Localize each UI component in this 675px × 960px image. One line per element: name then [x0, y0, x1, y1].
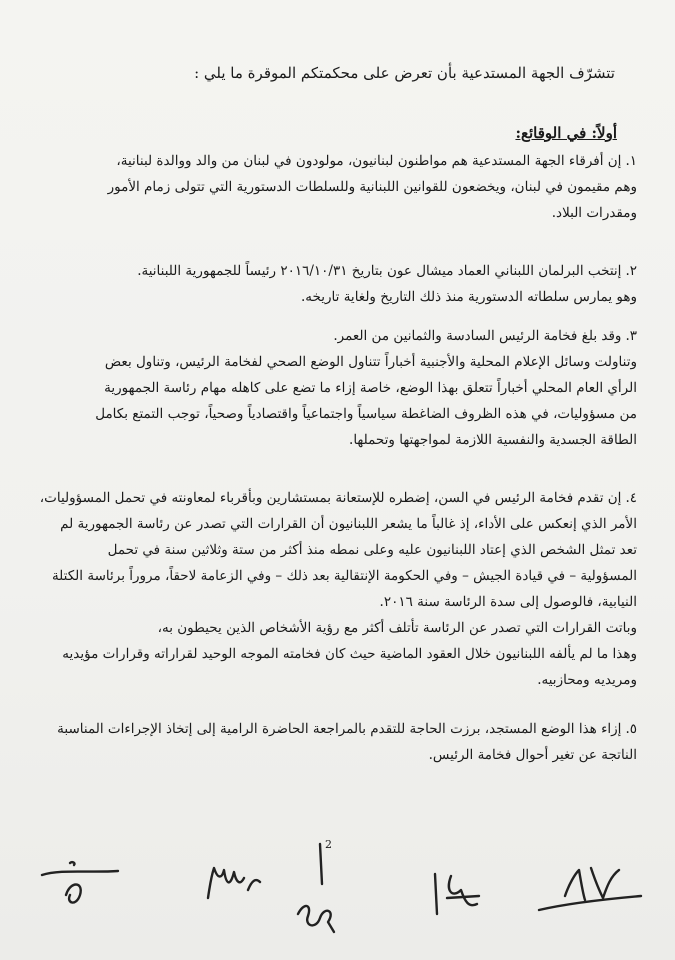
- item-line: ومقدرات البلاد.: [551, 205, 637, 221]
- item-number: ٢.: [625, 263, 637, 279]
- item-line: ٢.إنتخب البرلمان اللبناني العماد ميشال عون بتاريخ ٢٠١٦/١٠/٣١ رئيساً للجمهورية اللبنانية.: [137, 263, 637, 279]
- numbered-item: [38, 258, 637, 310]
- signature-3: [290, 840, 350, 940]
- item-line: وتناولت وسائل الإعلام المحلية والأجنبية أخباراً تتناول الوضع الصحي لفخامة الرئيس، وتناول بعض: [104, 354, 637, 370]
- signature-1: [40, 855, 120, 915]
- signatures-area: [0, 840, 675, 940]
- item-line: الأمر الذي إنعكس على الأداء، إذ غالباً ما يشعر اللبنانيون أن القرارات التي تصدر عن رئاسة الجمهورية لم: [60, 516, 637, 532]
- item-line: ٣.وقد بلغ فخامة الرئيس السادسة والثمانين من العمر.: [333, 328, 637, 344]
- item-line: من مسؤوليات، في هذه الظروف الضاغطة سياسياً واجتماعياً واقتصادياً وصحياً، توجب التمتع بكامل: [95, 406, 637, 422]
- numbered-item: [38, 716, 637, 768]
- item-line: وهم مقيمون في لبنان، ويخضعون للقوانين اللبنانية وللسلطات الدستورية التي تتولى زمام الأمور: [107, 179, 637, 195]
- intro-paragraph: تتشرّف الجهة المستدعية بأن تعرض على محكمتكم الموقرة ما يلي :: [194, 64, 615, 82]
- item-line: ١.إن أفرقاء الجهة المستدعية هم مواطنون لبنانيون، مولودون في لبنان من والد ووالدة لبنانية،: [116, 153, 637, 169]
- section-heading: أولاً: في الوقائع:: [515, 124, 617, 142]
- item-number: ٤.: [625, 490, 637, 506]
- item-line: وباتت القرارات التي تصدر عن الرئاسة تأتلف أكثر مع رؤية الأشخاص الذين يحيطون به،: [157, 620, 637, 636]
- item-line: الناتجة عن تغير أحوال فخامة الرئيس.: [428, 747, 637, 763]
- item-number: ٥.: [625, 721, 637, 737]
- signature-2: [200, 860, 270, 910]
- item-line: ٥.إزاء هذا الوضع المستجد، برزت الحاجة للتقدم بالمراجعة الحاضرة الرامية إلى إتخاذ الإجراءات المناسبة: [57, 721, 637, 737]
- item-line: وهو يمارس سلطاته الدستورية منذ ذلك التاريخ ولغاية تاريخه.: [301, 289, 637, 305]
- item-line: ٤.إن تقدم فخامة الرئيس في السن، إضطره للإستعانة بمستشارين وبأقرباء لمعاونته في تحمل المسؤوليات،: [39, 490, 637, 506]
- item-line: النيابية، فالوصول إلى سدة الرئاسة سنة ٢٠١٦.: [379, 594, 637, 610]
- page-number: 2: [325, 838, 332, 851]
- numbered-item: [38, 485, 637, 693]
- item-line: الطاقة الجسدية والنفسية اللازمة لمواجهتها وتحملها.: [349, 432, 637, 448]
- item-number: ٣.: [625, 328, 637, 344]
- item-line: المسؤولية – في قيادة الجيش – وفي الحكومة الإنتقالية بعد ذلك – وفي الزعامة لاحقاً، مروراً برئاسة الكتلة: [51, 568, 637, 584]
- item-line: تعد تمثل الشخص الذي إعتاد اللبنانيون عليه وعلى نمطه منذ أكثر من ستة وثلاثين سنة في تحمل: [107, 542, 637, 558]
- item-line: وهذا ما لم يألفه اللبنانيون خلال العقود الماضية حيث كان فخامته الموجه الوحيد لقراراته وقرارات مؤيديه: [62, 646, 637, 662]
- numbered-item: [38, 148, 637, 226]
- item-line: الرأي العام المحلي أخباراً تتعلق بهذا الوضع، خاصة إزاء ما تضع على كاهله مهام رئاسة الجمهورية: [104, 380, 637, 396]
- numbered-item: [38, 323, 637, 453]
- item-number: ١.: [625, 153, 637, 169]
- item-line: ومريديه ومحازبيه.: [537, 672, 637, 688]
- signature-5: [535, 860, 645, 920]
- signature-4: [425, 868, 495, 920]
